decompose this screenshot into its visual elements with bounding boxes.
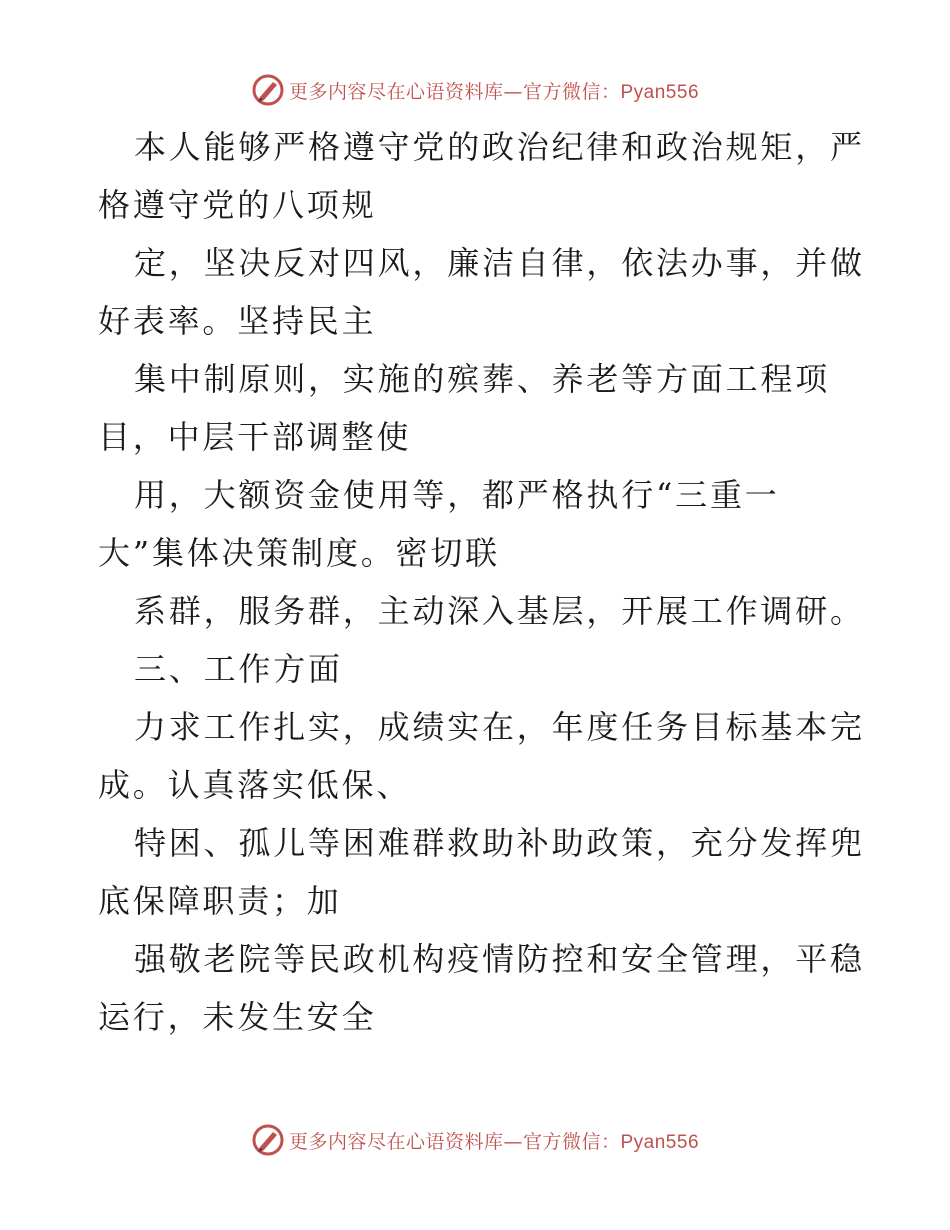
body-line: 集中制原则，实施的殡葬、养老等方面工程项: [134, 360, 831, 398]
body-line: 运行，未发生安全: [98, 998, 377, 1036]
body-line: 格遵守党的八项规: [98, 186, 377, 224]
section-heading: 三、工作方面: [134, 650, 343, 688]
body-line: 本人能够严格遵守党的政治纪律和政治规矩，严: [134, 128, 865, 166]
body-line: 用，大额资金使用等，都严格执行“三重一: [134, 476, 780, 514]
banner-wechat-id: Pyan556: [620, 1131, 700, 1153]
body-line: 好表率。坚持民主: [98, 302, 377, 340]
body-line: 底保障职责；加: [98, 882, 342, 920]
banner-main-text: 更多内容尽在心语资料库: [288, 80, 504, 103]
banner-separator: —: [503, 1130, 523, 1153]
body-line: 目，中层干部调整使: [98, 418, 412, 456]
body-line: 大”集体决策制度。密切联: [98, 534, 500, 572]
pen-logo-icon: [251, 1123, 285, 1157]
body-line: 系群，服务群，主动深入基层，开展工作调研。: [134, 592, 865, 630]
banner-separator: —: [503, 80, 523, 103]
banner-wechat-label: 官方微信：: [522, 80, 621, 103]
body-line: 定，坚决反对四风，廉洁自律，依法办事，并做: [134, 244, 865, 282]
banner-text: [289, 1127, 699, 1154]
banner-wechat-id: Pyan556: [620, 81, 700, 103]
body-line: 强敬老院等民政机构疫情防控和安全管理，平稳: [134, 940, 865, 978]
footer-watermark-banner: [0, 1120, 950, 1160]
body-line: 力求工作扎实，成绩实在，年度任务目标基本完: [134, 708, 865, 746]
body-line: 特困、孤儿等困难群救助补助政策，充分发挥兜: [134, 824, 865, 862]
body-line: 成。认真落实低保、: [98, 766, 412, 804]
banner-wechat-label: 官方微信：: [522, 1130, 621, 1153]
banner-main-text: 更多内容尽在心语资料库: [288, 1130, 504, 1153]
